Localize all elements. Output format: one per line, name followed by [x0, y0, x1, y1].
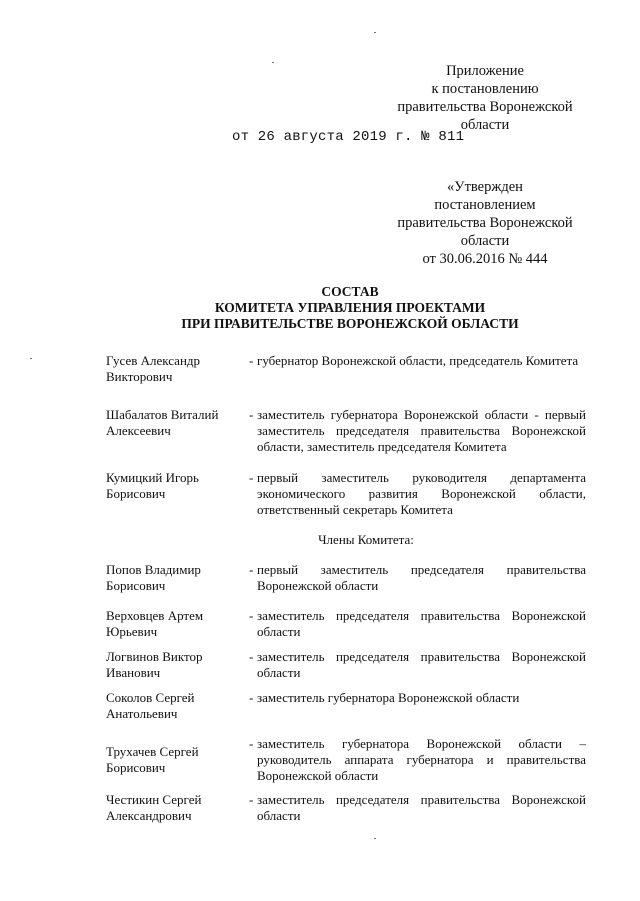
member-row: [106, 407, 586, 455]
scan-speck: [272, 62, 274, 63]
dash-separator: -: [249, 470, 254, 485]
approved-line: области: [460, 233, 510, 249]
member-row: [106, 649, 586, 681]
member-name: Трухачев Сергей Борисович: [106, 744, 199, 775]
scan-speck: [374, 838, 376, 839]
approved-line: от 30.06.2016 № 444: [422, 251, 548, 267]
member-row: [106, 562, 586, 594]
member-row: [106, 353, 586, 385]
member-role: заместитель губернатора Воронежской области: [257, 690, 520, 705]
members-title: Члены Комитета:: [318, 532, 414, 547]
member-role: заместитель председателя правительства Воронежской области: [257, 649, 586, 680]
dash-separator: -: [249, 649, 254, 664]
member-name: Кумицкий Игорь Борисович: [106, 470, 199, 501]
member-role: заместитель председателя правительства Воронежской области: [257, 792, 586, 823]
member-name: Гусев Александр Викторович: [106, 353, 201, 384]
member-name: Логвинов Виктор Иванович: [106, 649, 203, 680]
approved-line: «Утвержден: [447, 179, 523, 195]
document-heading: [0, 284, 640, 332]
heading-line: ПРИ ПРАВИТЕЛЬСТВЕ ВОРОНЕЖСКОЙ ОБЛАСТИ: [181, 316, 519, 331]
scan-speck: [30, 358, 32, 359]
member-role: первый заместитель руководителя департамента экономического развития Воронежской области, ответственный секретарь Комитета: [257, 470, 586, 517]
member-name: Шабалатов Виталий Алексеевич: [106, 407, 219, 438]
member-row: [106, 690, 586, 722]
member-role: заместитель губернатора Воронежской области - первый заместитель председателя правительства Воронежской области, заместитель председателя Комитета: [257, 407, 586, 454]
dash-separator: -: [249, 353, 254, 368]
member-role: заместитель председателя правительства Воронежской области: [257, 608, 586, 639]
resolution-date: от 26 августа 2019 г. № 811: [232, 129, 465, 145]
approved-line: правительства Воронежской: [397, 215, 573, 231]
member-name: Попов Владимир Борисович: [106, 562, 201, 593]
appendix-line: к постановлению: [431, 81, 539, 97]
member-role: заместитель губернатора Воронежской области – руководитель аппарата губернатора и правительства Воронежской области: [257, 736, 586, 783]
dash-separator: -: [249, 736, 254, 751]
member-name: Верховцев Артем Юрьевич: [106, 608, 204, 639]
heading-line: КОМИТЕТА УПРАВЛЕНИЯ ПРОЕКТАМИ: [214, 300, 486, 315]
dash-separator: -: [249, 562, 254, 577]
approved-block: [380, 178, 590, 268]
member-row: [106, 792, 586, 824]
dash-separator: -: [249, 608, 254, 623]
member-name: Честикин Сергей Александрович: [106, 792, 202, 823]
member-row: [106, 608, 586, 640]
heading-line: СОСТАВ: [321, 284, 379, 299]
dash-separator: -: [249, 690, 254, 705]
dash-separator: -: [249, 792, 254, 807]
appendix-block: [380, 62, 590, 134]
scan-speck: [374, 32, 376, 33]
member-role: первый заместитель председателя правительства Воронежской области: [257, 562, 586, 593]
approved-line: постановлением: [434, 197, 536, 213]
member-row: [106, 470, 586, 518]
appendix-line: Приложение: [446, 63, 524, 79]
member-role: губернатор Воронежской области, председатель Комитета: [257, 353, 579, 368]
member-name: Соколов Сергей Анатольевич: [106, 690, 195, 721]
committee-list: [106, 353, 586, 824]
member-row: [106, 736, 586, 784]
appendix-line: области: [460, 117, 510, 133]
appendix-line: правительства Воронежской: [397, 99, 573, 115]
dash-separator: -: [249, 407, 254, 422]
